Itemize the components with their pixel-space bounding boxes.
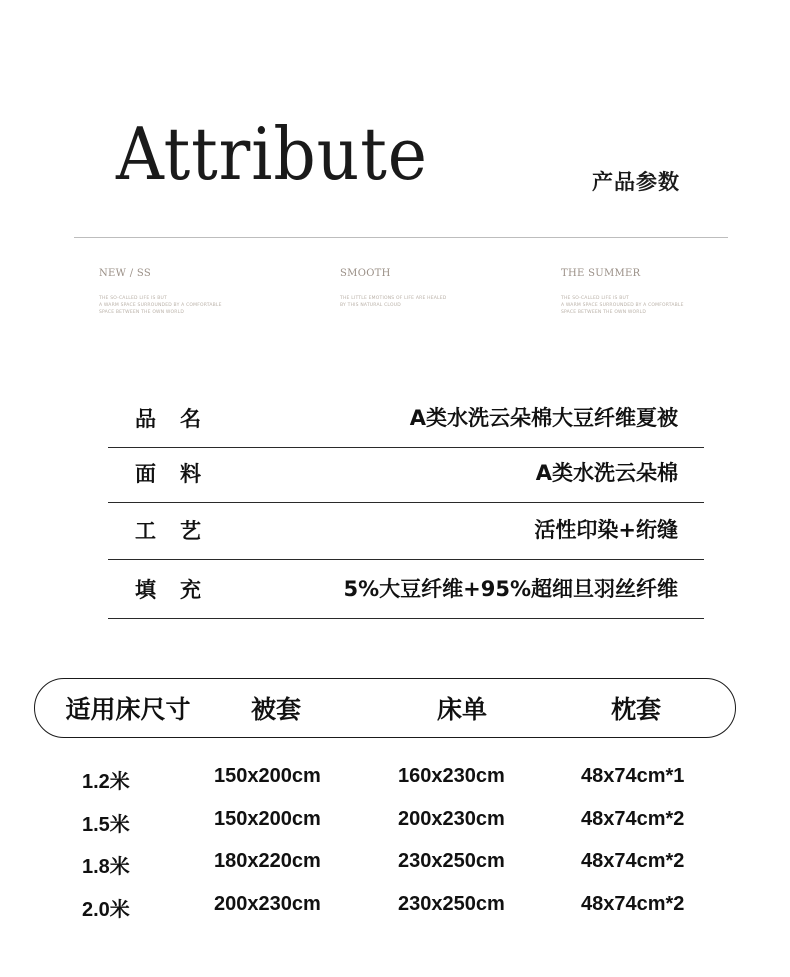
attribute-label: 品名 (135, 407, 225, 431)
size-header-duvet: 被套 (250, 695, 302, 724)
size-cell: 200x230cm (398, 808, 505, 830)
size-cell: 1.8米 (82, 856, 130, 878)
size-cell: 2.0米 (82, 899, 130, 921)
caption-heading: THE SUMMER (561, 268, 641, 279)
size-cell: 230x250cm (398, 893, 505, 915)
attribute-row-name (108, 389, 704, 448)
attribute-row-craft (108, 501, 704, 560)
size-cell: 160x230cm (398, 765, 505, 787)
caption-line: BY THIS NATURAL CLOUD (340, 303, 401, 308)
attribute-value: A类水洗云朵棉 (535, 461, 678, 485)
attribute-label: 工艺 (135, 519, 225, 543)
size-cell: 48x74cm*2 (581, 850, 685, 872)
size-header-pillowcase: 枕套 (610, 695, 662, 724)
attribute-value: A类水洗云朵棉大豆纤维夏被 (409, 406, 678, 430)
size-cell: 230x250cm (398, 850, 505, 872)
size-header-bed: 适用床尺寸 (65, 695, 191, 724)
caption-block (340, 268, 540, 309)
size-cell: 48x74cm*1 (581, 765, 685, 787)
caption-line: THE LITTLE EMOTIONS OF LIFE ARE HEALED (340, 296, 447, 301)
size-header-sheet: 床单 (436, 695, 488, 724)
attribute-row-filling (108, 560, 704, 619)
size-cell: 150x200cm (214, 808, 321, 830)
header-divider (74, 237, 728, 238)
caption-line: THE SO-CALLED LIFE IS BUT (561, 296, 629, 301)
caption-block (561, 268, 761, 316)
page-subtitle: 产品参数 (592, 170, 680, 194)
caption-line: THE SO-CALLED LIFE IS BUT (99, 296, 167, 301)
size-cell: 48x74cm*2 (581, 893, 685, 915)
size-cell: 150x200cm (214, 765, 321, 787)
caption-line: SPACE BETWEEN THE OWN WORLD (561, 310, 646, 315)
size-cell: 48x74cm*2 (581, 808, 685, 830)
attribute-value: 活性印染+绗缝 (534, 518, 678, 542)
size-cell: 200x230cm (214, 893, 321, 915)
page-title: Attribute (116, 112, 428, 196)
caption-heading: NEW / SS (99, 268, 151, 279)
attribute-row-fabric (108, 444, 704, 503)
caption-line: A WARM SPACE SURROUNDED BY A COMFORTABLE (561, 303, 684, 308)
caption-block (99, 268, 299, 316)
attribute-label: 填充 (135, 578, 225, 602)
caption-heading: SMOOTH (340, 268, 391, 279)
attribute-label: 面料 (135, 462, 225, 486)
caption-line: A WARM SPACE SURROUNDED BY A COMFORTABLE (99, 303, 222, 308)
size-cell: 1.5米 (82, 814, 130, 836)
caption-line: SPACE BETWEEN THE OWN WORLD (99, 310, 184, 315)
attribute-value: 5%大豆纤维+95%超细旦羽丝纤维 (343, 577, 678, 601)
size-cell: 180x220cm (214, 850, 321, 872)
size-cell: 1.2米 (82, 771, 130, 793)
